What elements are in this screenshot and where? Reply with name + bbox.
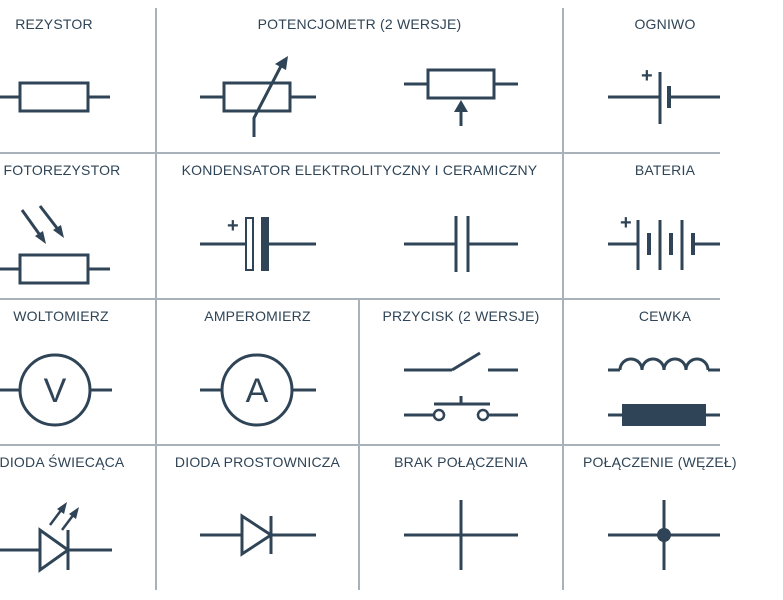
electrolytic-capacitor-symbol [200, 217, 316, 271]
core-inductor-symbol [608, 404, 720, 426]
label-fotorezystor: FOTOREZYSTOR [3, 162, 121, 178]
switch-symbol [404, 353, 518, 370]
inductor-symbol [608, 359, 720, 370]
voltmeter-letter: V [43, 372, 67, 410]
label-bateria: BATERIA [634, 162, 696, 178]
potentiometer-wiper-symbol [404, 70, 518, 126]
no-connection-symbol [404, 500, 518, 570]
label-amperomierz: AMPEROMIERZ [204, 308, 311, 324]
label-przycisk: PRZYCISK (2 WERSJE) [382, 308, 540, 324]
battery-plus-sign: + [620, 212, 632, 234]
diode-symbol [200, 516, 316, 554]
capacitor-plus-sign: + [227, 215, 239, 237]
potentiometer-variable-symbol [200, 56, 316, 137]
label-kondensator: KONDENSATOR ELEKTROLITYCZNY I CERAMICZNY [181, 162, 538, 178]
label-ogniwo: OGNIWO [634, 16, 696, 32]
label-polaczenie: POŁĄCZENIE (WĘZEŁ) [583, 454, 737, 470]
label-dioda-swiecaca: DIODA ŚWIECĄCA [0, 454, 125, 470]
label-rezystor: REZYSTOR [15, 16, 93, 32]
photoresistor-symbol [0, 206, 110, 283]
label-woltomierz: WOLTOMIERZ [13, 308, 109, 324]
junction-symbol [608, 500, 720, 570]
ammeter-letter: A [245, 372, 269, 410]
label-potencjometr: POTENCJOMETR (2 WERSJE) [257, 16, 462, 32]
ceramic-capacitor-symbol [404, 216, 518, 272]
label-brak-polaczenia: BRAK POŁĄCZENIA [394, 454, 528, 470]
led-symbol [0, 502, 112, 570]
label-cewka: CEWKA [638, 308, 692, 324]
push-button-symbol [404, 396, 518, 420]
label-dioda-prostownicza: DIODA PROSTOWNICZA [174, 454, 341, 470]
cell-symbol [608, 72, 720, 124]
cell-plus-sign: + [641, 65, 653, 87]
resistor-symbol [0, 83, 110, 111]
